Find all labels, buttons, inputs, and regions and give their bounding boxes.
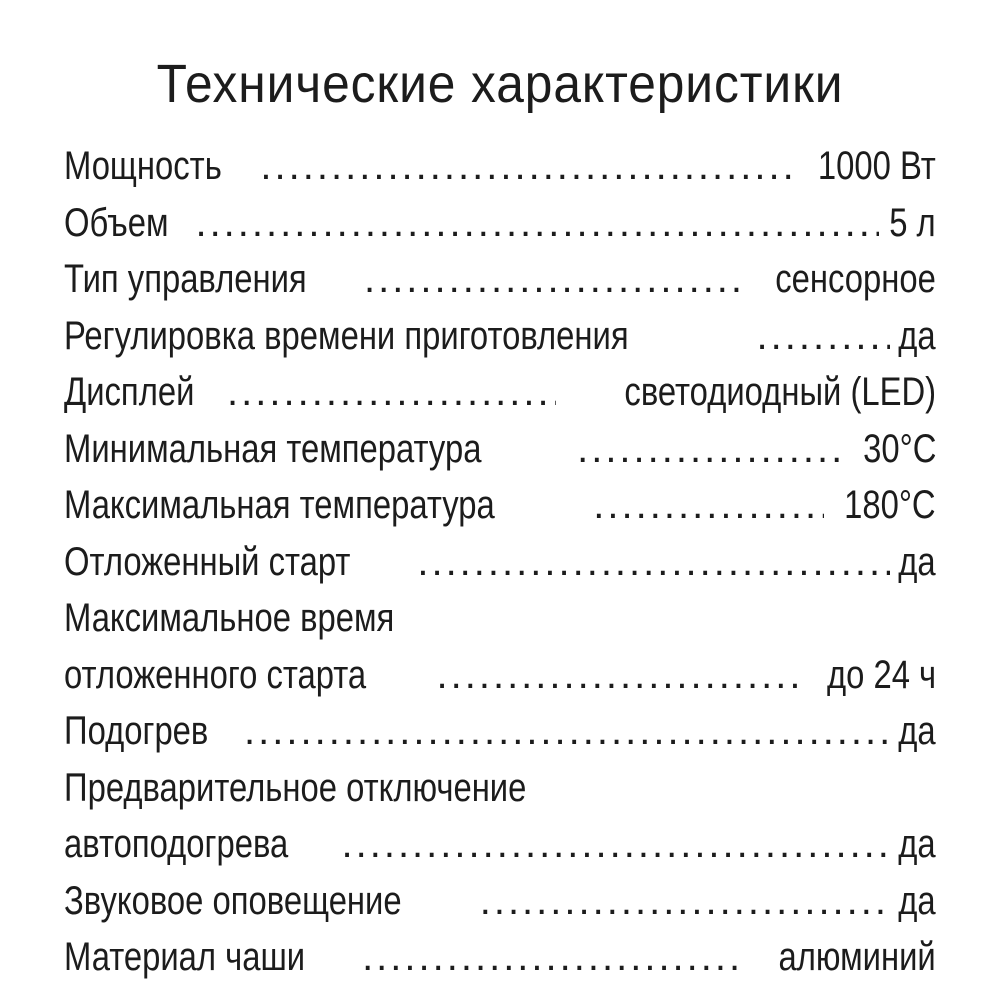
spec-row-volume — [64, 195, 936, 252]
dot-leader — [753, 308, 891, 364]
spec-value: да — [898, 313, 936, 358]
spec-label: отложенного старта — [64, 652, 367, 697]
spec-value: 180°C — [844, 483, 936, 527]
dot-leader — [413, 534, 890, 590]
spec-row-delayed-start — [64, 534, 936, 591]
spec-label: Звуковое оповещение — [64, 878, 402, 923]
spec-value: 1000 Вт — [818, 144, 936, 188]
dot-leader — [256, 138, 792, 194]
spec-row-control-type — [64, 251, 936, 308]
spec-row-sound-alert — [64, 873, 936, 930]
spec-value: 5 л — [889, 200, 936, 245]
spec-label: Материал чаши — [64, 935, 306, 979]
spec-row-cooking-time — [64, 308, 936, 365]
spec-row-display — [64, 364, 936, 421]
spec-row-max-temp — [64, 477, 936, 534]
spec-row-bowl-material — [64, 929, 936, 986]
spec-value: да — [898, 822, 936, 866]
specs-list — [64, 138, 936, 986]
spec-row-max-delay-line1 — [64, 590, 936, 647]
spec-label: Регулировка времени приготовления — [64, 313, 629, 358]
dot-leader — [191, 195, 879, 251]
spec-label: Мощность — [64, 144, 222, 188]
spec-label: Максимальное время — [64, 596, 395, 640]
dot-leader — [476, 873, 891, 929]
spec-row-keep-warm — [64, 703, 936, 760]
spec-value: да — [898, 539, 936, 584]
spec-row-keep-warm-off — [64, 816, 936, 873]
dot-leader — [337, 816, 890, 872]
spec-label: Дисплей — [64, 370, 195, 414]
spec-value: 30°C — [862, 426, 936, 471]
page-title: Технические характеристики — [156, 54, 844, 114]
spec-value: да — [898, 878, 936, 923]
dot-leader — [223, 364, 556, 420]
spec-label: Отложенный старт — [64, 539, 351, 584]
spec-value: светодиодный (LED) — [624, 370, 936, 414]
dot-leader — [358, 929, 744, 985]
spec-row-keep-warm-off-line1 — [64, 760, 936, 817]
spec-label: Объем — [64, 200, 169, 245]
dot-leader — [360, 251, 740, 307]
dot-leader — [240, 703, 890, 759]
spec-label: Максимальная температура — [64, 483, 495, 527]
spec-row-power — [64, 138, 936, 195]
spec-value: до 24 ч — [826, 652, 936, 697]
spec-row-max-delay — [64, 647, 936, 704]
spec-value: да — [898, 709, 936, 753]
dot-leader — [589, 477, 824, 533]
spec-label: автоподогрева — [64, 822, 289, 866]
spec-value: алюминий — [778, 935, 936, 979]
dot-leader — [433, 647, 803, 703]
spec-row-min-temp — [64, 421, 936, 478]
spec-value: сенсорное — [775, 257, 936, 301]
spec-label: Минимальная температура — [64, 426, 482, 471]
spec-label: Подогрев — [64, 709, 209, 753]
spec-label: Тип управления — [64, 257, 307, 301]
dot-leader — [573, 421, 847, 477]
spec-label: Предварительное отключение — [64, 765, 527, 810]
